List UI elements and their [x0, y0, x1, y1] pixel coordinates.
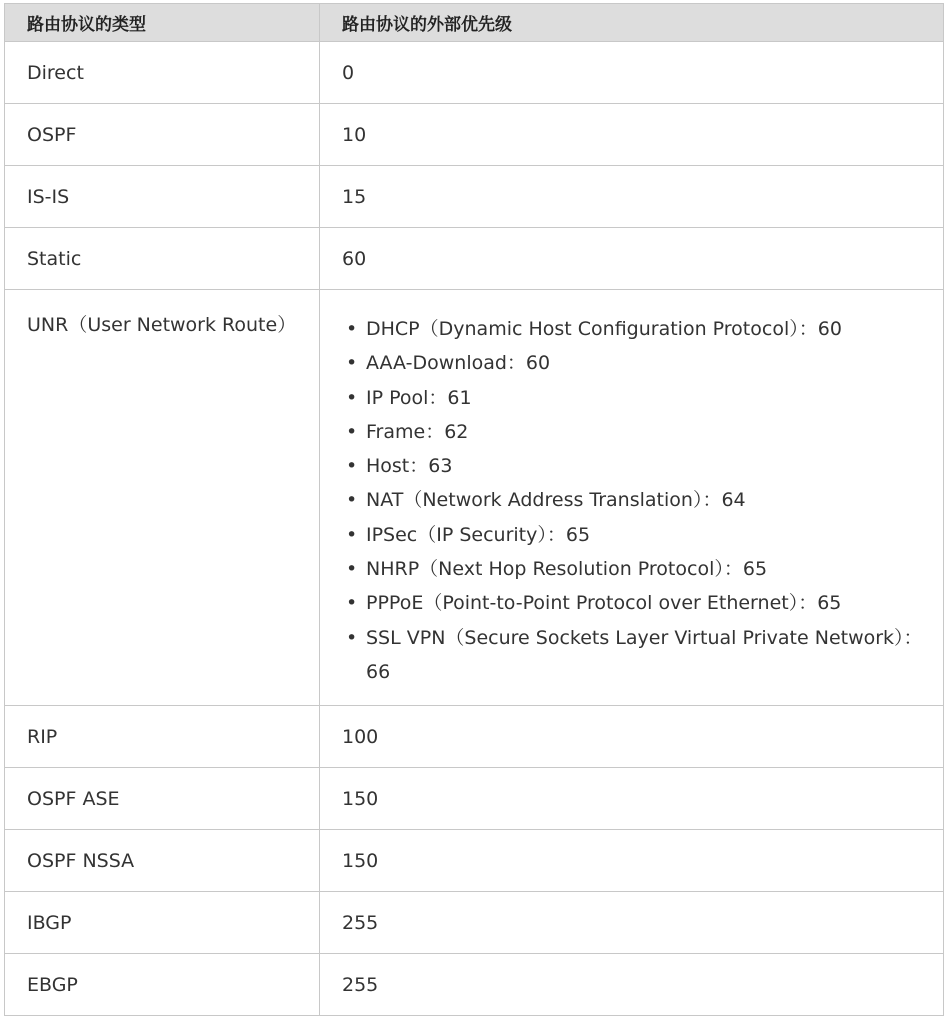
- priority-cell: 60: [320, 228, 944, 290]
- protocol-type-cell: Static: [5, 228, 320, 290]
- list-item: • Host：63: [346, 455, 453, 478]
- list-item: • AAA-Download：60: [346, 352, 551, 375]
- table-row: [5, 290, 944, 706]
- list-item-text: PPPoE（Point-to-Point Protocol over Ethernet）：65: [366, 592, 842, 615]
- priority-cell: 150: [320, 768, 944, 830]
- protocol-type-cell: UNR（User Network Route）: [5, 290, 320, 706]
- table-row: [5, 706, 944, 768]
- priority-cell: 255: [320, 892, 944, 954]
- protocol-type-cell: IS-IS: [5, 166, 320, 228]
- priority-list-cell: [320, 290, 944, 706]
- priority-cell: 100: [320, 706, 944, 768]
- table-row: [5, 166, 944, 228]
- list-item: • DHCP（Dynamic Host Configuration Protocol）：60: [346, 318, 842, 340]
- protocol-type-cell: EBGP: [5, 954, 320, 1016]
- protocol-type-cell: OSPF NSSA: [5, 830, 320, 892]
- priority-cell: 10: [320, 104, 944, 166]
- protocol-type-cell: RIP: [5, 706, 320, 768]
- list-item-text: IP Pool：61: [366, 386, 472, 409]
- protocol-type-cell: OSPF ASE: [5, 768, 320, 830]
- list-item-text: AAA-Download：60: [366, 352, 551, 375]
- unr-priority-list: [342, 312, 923, 689]
- list-item-text: IPSec（IP Security）：65: [366, 523, 591, 546]
- column-header-protocol-type: 路由协议的类型: [5, 4, 320, 42]
- list-item-text: Host：63: [366, 455, 453, 478]
- table-row: [5, 830, 944, 892]
- table-row: [5, 954, 944, 1016]
- table-row: [5, 892, 944, 954]
- list-item: • IP Pool：61: [346, 386, 472, 409]
- list-item-text: DHCP（Dynamic Host Configuration Protocol）：60: [366, 318, 842, 340]
- protocol-type-cell: IBGP: [5, 892, 320, 954]
- list-item-text: Frame：62: [366, 420, 469, 443]
- priority-cell: 150: [320, 830, 944, 892]
- table-header-row: [5, 4, 944, 42]
- priority-cell: 255: [320, 954, 944, 1016]
- protocol-type-cell: Direct: [5, 42, 320, 104]
- route-priority-table: [4, 3, 944, 1016]
- list-item-text: NAT（Network Address Translation）：64: [366, 489, 746, 512]
- list-item: • SSL VPN（Secure Sockets Layer Virtual Private Network）：66: [346, 626, 923, 683]
- list-item: • NHRP（Next Hop Resolution Protocol）：65: [346, 558, 768, 581]
- list-item: • IPSec（IP Security）：65: [346, 523, 591, 546]
- protocol-type-cell: OSPF: [5, 104, 320, 166]
- list-item: • Frame：62: [346, 420, 469, 443]
- list-item-text: NHRP（Next Hop Resolution Protocol）：65: [366, 558, 768, 581]
- priority-table-container: [4, 3, 943, 1016]
- priority-cell: 15: [320, 166, 944, 228]
- list-item-text: SSL VPN（Secure Sockets Layer Virtual Private Network）：66: [366, 626, 923, 683]
- list-item: • NAT（Network Address Translation）：64: [346, 489, 746, 512]
- table-row: [5, 228, 944, 290]
- list-item: • PPPoE（Point-to-Point Protocol over Ethernet）：65: [346, 592, 842, 615]
- column-header-external-priority: 路由协议的外部优先级: [320, 4, 944, 42]
- table-row: [5, 768, 944, 830]
- priority-cell: 0: [320, 42, 944, 104]
- table-row: [5, 104, 944, 166]
- table-row: [5, 42, 944, 104]
